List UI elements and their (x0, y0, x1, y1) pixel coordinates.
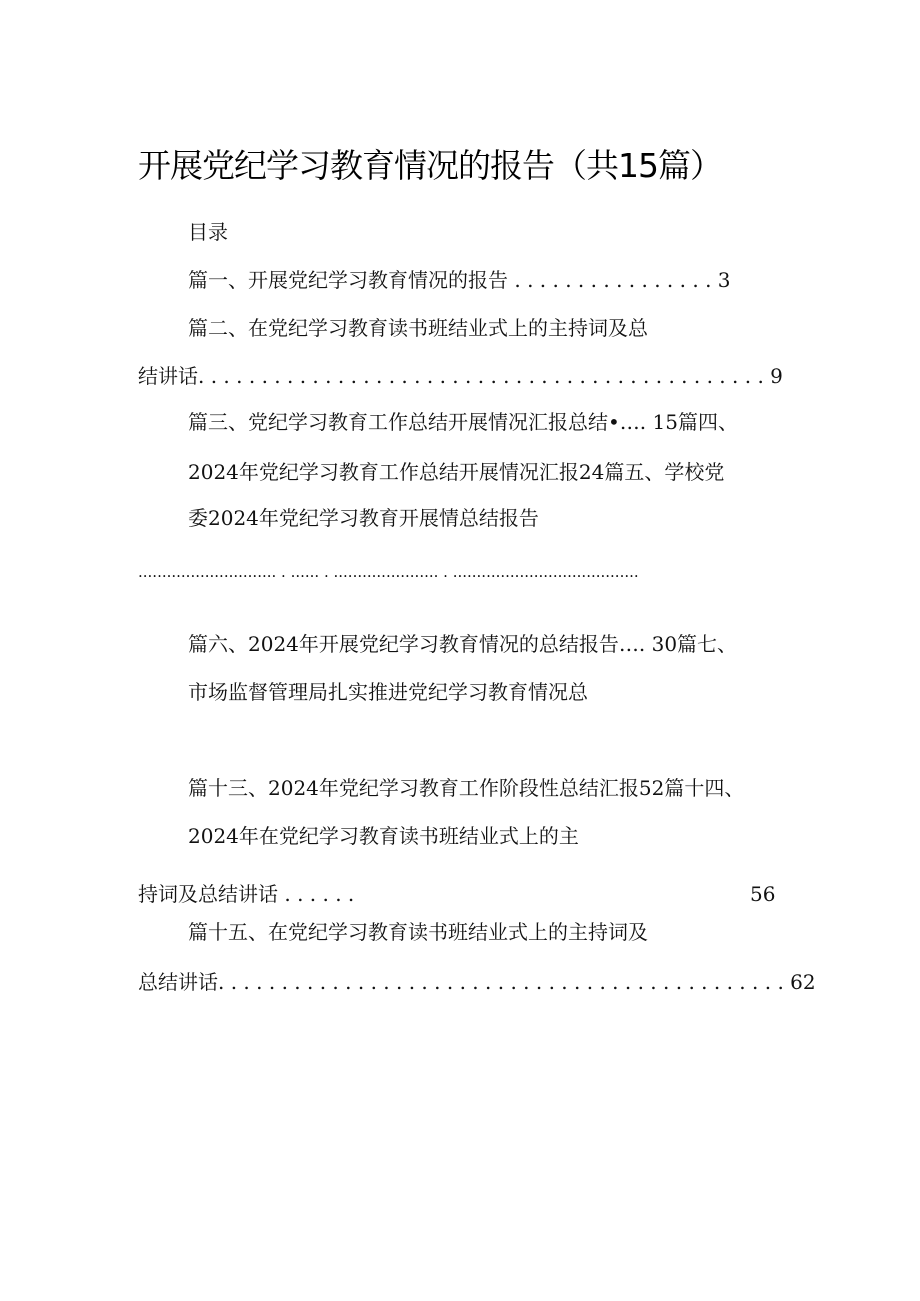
toc-line: 结讲话. . . . . . . . . . . . . . . . . . . . . . . . . . . . . . . . . . . . . . . . . . . . . 9 (138, 364, 783, 388)
toc-line: 委2024年党纪学习教育开展情总结报告 (188, 506, 539, 530)
toc-line: 2024年党纪学习教育工作总结开展情况汇报24篇五、学校党 (188, 460, 725, 484)
document-title: 开展党纪学习教育情况的报告（共15篇） (138, 146, 722, 185)
toc-page-number: 56 (750, 882, 776, 906)
toc-line: 篇一、开展党纪学习教育情况的报告 . . . . . . . . . . . . . . . . 3 (188, 268, 731, 292)
toc-line: 篇十三、2024年党纪学习教育工作阶段性总结汇报52篇十四、 (188, 776, 745, 800)
toc-line: 总结讲话. . . . . . . . . . . . . . . . . . . . . . . . . . . . . . . . . . . . . . . . . . . . . 62 (138, 970, 816, 994)
toc-line: 篇二、在党纪学习教育读书班结业式上的主持词及总 (188, 316, 648, 340)
toc-line: 篇三、党纪学习教育工作总结开展情况汇报总结•…. 15篇四、 (188, 410, 738, 434)
toc-line: 篇十五、在党纪学习教育读书班结业式上的主持词及 (188, 920, 648, 944)
toc-line: 篇六、2024年开展党纪学习教育情况的总结报告…. 30篇七、 (188, 632, 738, 656)
toc-line: 持词及总结讲话 . . . . . . (138, 882, 355, 906)
toc-line: 2024年在党纪学习教育读书班结业式上的主 (188, 824, 579, 848)
toc-heading: 目录 (188, 220, 228, 244)
toc-line: 市场监督管理局扎实推进党纪学习教育情况总 (188, 680, 588, 704)
toc-dot-leader: ............................. . ...... . ...................... . ....................................... (138, 563, 639, 581)
